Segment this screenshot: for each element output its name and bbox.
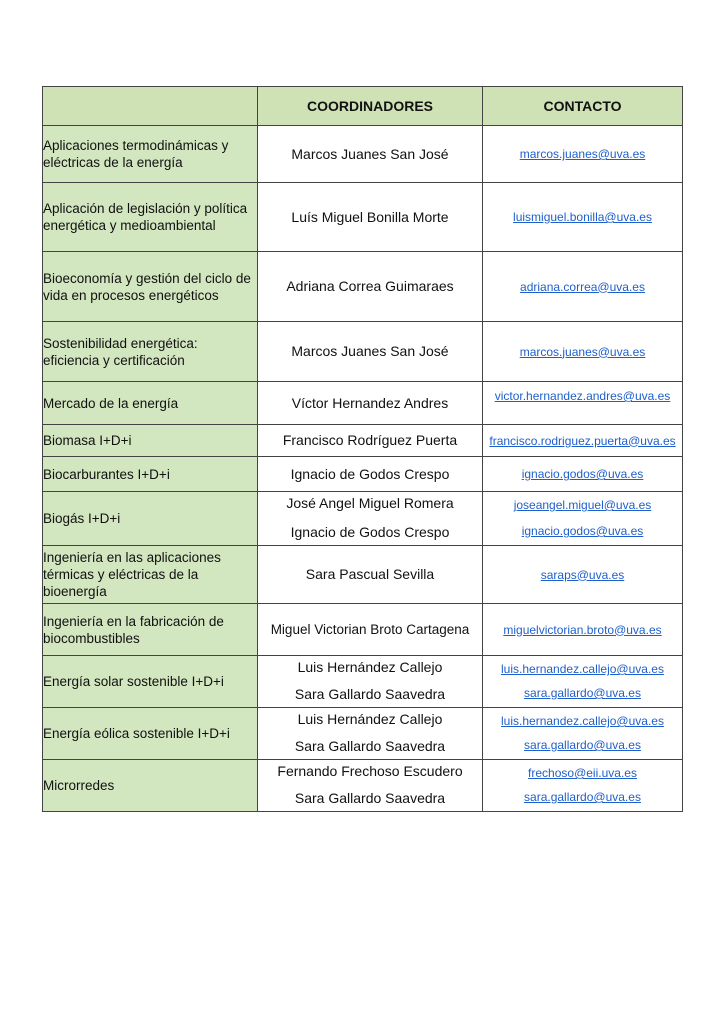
- table-row: [43, 492, 683, 546]
- table-row: [43, 656, 683, 708]
- coordinator-name: José Angel Miguel Romera: [286, 495, 454, 511]
- email-link[interactable]: victor.hernandez.andres@uva.es: [494, 389, 671, 403]
- subject-cell: Sostenibilidad energética: eficiencia y certificación: [43, 322, 258, 382]
- email-link[interactable]: marcos.juanes@uva.es: [519, 147, 646, 161]
- subject-cell: Energía eólica sostenible I+D+i: [43, 708, 258, 760]
- contact-cell: [483, 425, 683, 457]
- email-link[interactable]: ignacio.godos@uva.es: [521, 524, 644, 538]
- coordinator-cell: [258, 708, 483, 760]
- table-row: [43, 252, 683, 322]
- coordinator-name: Adriana Correa Guimaraes: [258, 252, 483, 322]
- contact-cell: [483, 126, 683, 183]
- contact-cell: [483, 492, 683, 546]
- coordinator-cell: [258, 656, 483, 708]
- email-link[interactable]: frechoso@eii.uva.es: [528, 766, 637, 780]
- contact-cell: [483, 382, 683, 425]
- email-link[interactable]: luis.hernandez.callejo@uva.es: [501, 662, 664, 676]
- contact-cell: [483, 760, 683, 812]
- table-row: [43, 546, 683, 604]
- email-link[interactable]: francisco.rodriguez.puerta@uva.es: [489, 433, 676, 448]
- email-link[interactable]: sara.gallardo@uva.es: [524, 790, 641, 804]
- contact-cell: [483, 604, 683, 656]
- email-link[interactable]: sara.gallardo@uva.es: [524, 686, 641, 700]
- header-contacto: CONTACTO: [483, 87, 683, 126]
- contact-cell: [483, 656, 683, 708]
- coordinator-name: Fernando Frechoso Escudero: [277, 763, 463, 779]
- contact-cell: [483, 183, 683, 252]
- coordinator-name: Francisco Rodríguez Puerta: [258, 425, 483, 457]
- email-link[interactable]: ignacio.godos@uva.es: [521, 467, 644, 481]
- contact-cell: [483, 457, 683, 492]
- coordinators-table: [42, 86, 683, 812]
- table-row: [43, 457, 683, 492]
- subject-cell: Microrredes: [43, 760, 258, 812]
- subject-cell: Mercado de la energía: [43, 382, 258, 425]
- contact-cell: [483, 322, 683, 382]
- coordinator-name: Sara Gallardo Saavedra: [294, 790, 446, 806]
- table-row: [43, 322, 683, 382]
- coordinator-name: Luis Hernández Callejo: [297, 659, 443, 675]
- subject-cell: Energía solar sostenible I+D+i: [43, 656, 258, 708]
- coordinator-name: Víctor Hernandez Andres: [258, 382, 483, 425]
- coordinator-name: Ignacio de Godos Crespo: [290, 524, 450, 540]
- coordinator-name: Miguel Victorian Broto Cartagena: [258, 604, 483, 656]
- subject-cell: Aplicaciones termodinámicas y eléctricas de la energía: [43, 126, 258, 183]
- header-coordinadores: COORDINADORES: [258, 87, 483, 126]
- contact-cell: [483, 252, 683, 322]
- coordinator-name: Marcos Juanes San José: [258, 322, 483, 382]
- email-link[interactable]: marcos.juanes@uva.es: [519, 344, 646, 359]
- table-row: [43, 604, 683, 656]
- coordinator-name: Luís Miguel Bonilla Morte: [258, 183, 483, 252]
- table-row: [43, 708, 683, 760]
- subject-cell: Aplicación de legislación y política energética y medioambiental: [43, 183, 258, 252]
- email-link[interactable]: saraps@uva.es: [540, 567, 625, 582]
- coordinator-cell: [258, 760, 483, 812]
- header-row: [43, 87, 683, 126]
- table-row: [43, 760, 683, 812]
- coordinator-name: Sara Pascual Sevilla: [258, 546, 483, 604]
- coordinator-name: Sara Gallardo Saavedra: [294, 686, 446, 702]
- subject-cell: Bioeconomía y gestión del ciclo de vida en procesos energéticos: [43, 252, 258, 322]
- email-link[interactable]: luis.hernandez.callejo@uva.es: [501, 714, 664, 728]
- table-row: [43, 425, 683, 457]
- table-row: [43, 126, 683, 183]
- subject-cell: Biomasa I+D+i: [43, 425, 258, 457]
- subject-cell: Ingeniería en las aplicaciones térmicas y eléctricas de la bioenergía: [43, 546, 258, 604]
- email-link[interactable]: miguelvictorian.broto@uva.es: [503, 622, 662, 637]
- email-link[interactable]: sara.gallardo@uva.es: [524, 738, 641, 752]
- email-link[interactable]: adriana.correa@uva.es: [520, 279, 645, 294]
- coordinator-name: Marcos Juanes San José: [258, 126, 483, 183]
- contact-cell: [483, 708, 683, 760]
- coordinator-name: Luis Hernández Callejo: [297, 711, 443, 727]
- coordinator-cell: [258, 492, 483, 546]
- subject-cell: Biogás I+D+i: [43, 492, 258, 546]
- table-row: [43, 183, 683, 252]
- email-link[interactable]: luismiguel.bonilla@uva.es: [513, 210, 652, 224]
- coordinator-name: Sara Gallardo Saavedra: [294, 738, 446, 754]
- table-row: [43, 382, 683, 425]
- coordinator-name: Ignacio de Godos Crespo: [258, 457, 483, 492]
- email-link[interactable]: joseangel.miguel@uva.es: [513, 498, 652, 512]
- subject-cell: Biocarburantes I+D+i: [43, 457, 258, 492]
- header-blank-cell: [43, 87, 258, 126]
- contact-cell: [483, 546, 683, 604]
- subject-cell: Ingeniería en la fabricación de biocombustibles: [43, 604, 258, 656]
